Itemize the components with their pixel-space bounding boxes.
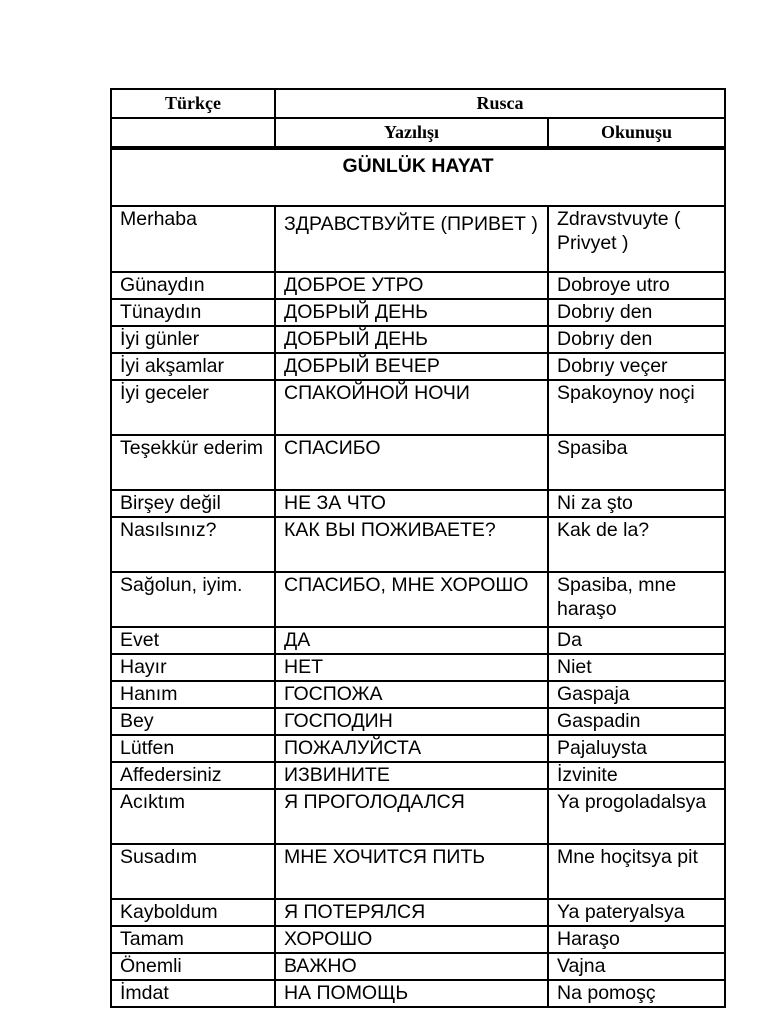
turkish-cell: Hanım xyxy=(111,681,275,708)
table-row xyxy=(111,708,725,735)
header-writing: Yazılışı xyxy=(275,118,548,147)
turkish-cell: Evet xyxy=(111,627,275,654)
russian-reading-cell: Dobroye utro xyxy=(548,272,725,299)
russian-writing-cell: КАК ВЫ ПОЖИВАЕТЕ? xyxy=(275,517,548,572)
russian-writing-cell: ВАЖНО xyxy=(275,953,548,980)
turkish-cell: İmdat xyxy=(111,980,275,1007)
header-reading: Okunuşu xyxy=(548,118,725,147)
table-row xyxy=(111,899,725,926)
russian-reading-cell: Gaspadin xyxy=(548,708,725,735)
russian-writing-cell: НЕТ xyxy=(275,654,548,681)
turkish-cell: Acıktım xyxy=(111,789,275,844)
russian-writing-cell: Я ПОТЕРЯЛСЯ xyxy=(275,899,548,926)
table-row xyxy=(111,380,725,435)
table-row xyxy=(111,206,725,272)
turkish-cell: Önemli xyxy=(111,953,275,980)
russian-reading-cell: Spasiba xyxy=(548,435,725,490)
table-row xyxy=(111,517,725,572)
table-row xyxy=(111,844,725,899)
turkish-cell: Sağolun, iyim. xyxy=(111,572,275,627)
russian-reading-cell: Kak de la? xyxy=(548,517,725,572)
turkish-cell: Kayboldum xyxy=(111,899,275,926)
russian-reading-cell: Na pomoşç xyxy=(548,980,725,1007)
russian-reading-cell: Dobrıy den xyxy=(548,326,725,353)
russian-writing-cell: ПОЖАЛУЙСТА xyxy=(275,735,548,762)
table-row xyxy=(111,681,725,708)
turkish-cell: İyi günler xyxy=(111,326,275,353)
russian-writing-cell: МНЕ ХОЧИТСЯ ПИТЬ xyxy=(275,844,548,899)
table-row xyxy=(111,353,725,380)
turkish-cell: İyi akşamlar xyxy=(111,353,275,380)
turkish-cell: Tünaydın xyxy=(111,299,275,326)
russian-writing-cell: Я ПРОГОЛОДАЛСЯ xyxy=(275,789,548,844)
russian-reading-cell: Da xyxy=(548,627,725,654)
header-russian: Rusca xyxy=(275,89,725,118)
turkish-cell: Affedersiniz xyxy=(111,762,275,789)
russian-writing-cell: СПАСИБО xyxy=(275,435,548,490)
russian-reading-cell: Zdravstvuyte ( Privyet ) xyxy=(548,206,725,272)
turkish-cell: Susadım xyxy=(111,844,275,899)
russian-reading-cell: Gaspaja xyxy=(548,681,725,708)
turkish-cell: İyi geceler xyxy=(111,380,275,435)
header-turkish: Türkçe xyxy=(111,89,275,118)
russian-writing-cell: ДОБРЫЙ ВЕЧЕР xyxy=(275,353,548,380)
table-row xyxy=(111,735,725,762)
russian-reading-cell: Vajna xyxy=(548,953,725,980)
russian-reading-cell: İzvinite xyxy=(548,762,725,789)
russian-reading-cell: Niet xyxy=(548,654,725,681)
russian-reading-cell: Ya pateryalsya xyxy=(548,899,725,926)
russian-reading-cell: Haraşo xyxy=(548,926,725,953)
turkish-cell: Hayır xyxy=(111,654,275,681)
table-row xyxy=(111,762,725,789)
turkish-cell: Merhaba xyxy=(111,206,275,272)
russian-writing-cell: НЕ ЗА ЧТО xyxy=(275,490,548,517)
russian-reading-cell: Dobrıy den xyxy=(548,299,725,326)
russian-writing-cell: ДОБРЫЙ ДЕНЬ xyxy=(275,299,548,326)
section-title: GÜNLÜK HAYAT xyxy=(111,149,725,206)
turkish-cell: Günaydın xyxy=(111,272,275,299)
table-row xyxy=(111,953,725,980)
russian-writing-cell: ИЗВИНИТЕ xyxy=(275,762,548,789)
russian-reading-cell: Ya progoladalsya xyxy=(548,789,725,844)
turkish-cell: Tamam xyxy=(111,926,275,953)
turkish-cell: Lütfen xyxy=(111,735,275,762)
russian-writing-cell: ЗДРАВСТВУЙТЕ (ПРИВЕТ ) xyxy=(275,206,548,272)
russian-writing-cell: СПАКОЙНОЙ НОЧИ xyxy=(275,380,548,435)
table-row xyxy=(111,627,725,654)
table-row xyxy=(111,654,725,681)
russian-writing-cell: НА ПОМОЩЬ xyxy=(275,980,548,1007)
table-row xyxy=(111,926,725,953)
table-row xyxy=(111,326,725,353)
phrase-table xyxy=(110,148,726,1008)
turkish-cell: Bey xyxy=(111,708,275,735)
table-row xyxy=(111,299,725,326)
turkish-cell: Birşey değil xyxy=(111,490,275,517)
table-row xyxy=(111,490,725,517)
table-row xyxy=(111,789,725,844)
russian-writing-cell: ГОСПОДИН xyxy=(275,708,548,735)
russian-reading-cell: Pajaluysta xyxy=(548,735,725,762)
russian-reading-cell: Spakoynoy noçi xyxy=(548,380,725,435)
russian-writing-cell: ГОСПОЖА xyxy=(275,681,548,708)
russian-writing-cell: ХОРОШО xyxy=(275,926,548,953)
table-row xyxy=(111,980,725,1007)
turkish-cell: Teşekkür ederim xyxy=(111,435,275,490)
russian-reading-cell: Dobrıy veçer xyxy=(548,353,725,380)
russian-writing-cell: ДА xyxy=(275,627,548,654)
table-row xyxy=(111,435,725,490)
header-empty-cell xyxy=(111,118,275,147)
russian-writing-cell: ДОБРЫЙ ДЕНЬ xyxy=(275,326,548,353)
russian-writing-cell: ДОБРОЕ УТРО xyxy=(275,272,548,299)
turkish-cell: Nasılsınız? xyxy=(111,517,275,572)
table-row xyxy=(111,272,725,299)
russian-writing-cell: СПАСИБО, МНЕ ХОРОШО xyxy=(275,572,548,627)
table-row xyxy=(111,572,725,627)
russian-reading-cell: Mne hoçitsya pit xyxy=(548,844,725,899)
russian-reading-cell: Spasiba, mne haraşo xyxy=(548,572,725,627)
header-table xyxy=(110,88,726,148)
russian-reading-cell: Ni za ştо xyxy=(548,490,725,517)
